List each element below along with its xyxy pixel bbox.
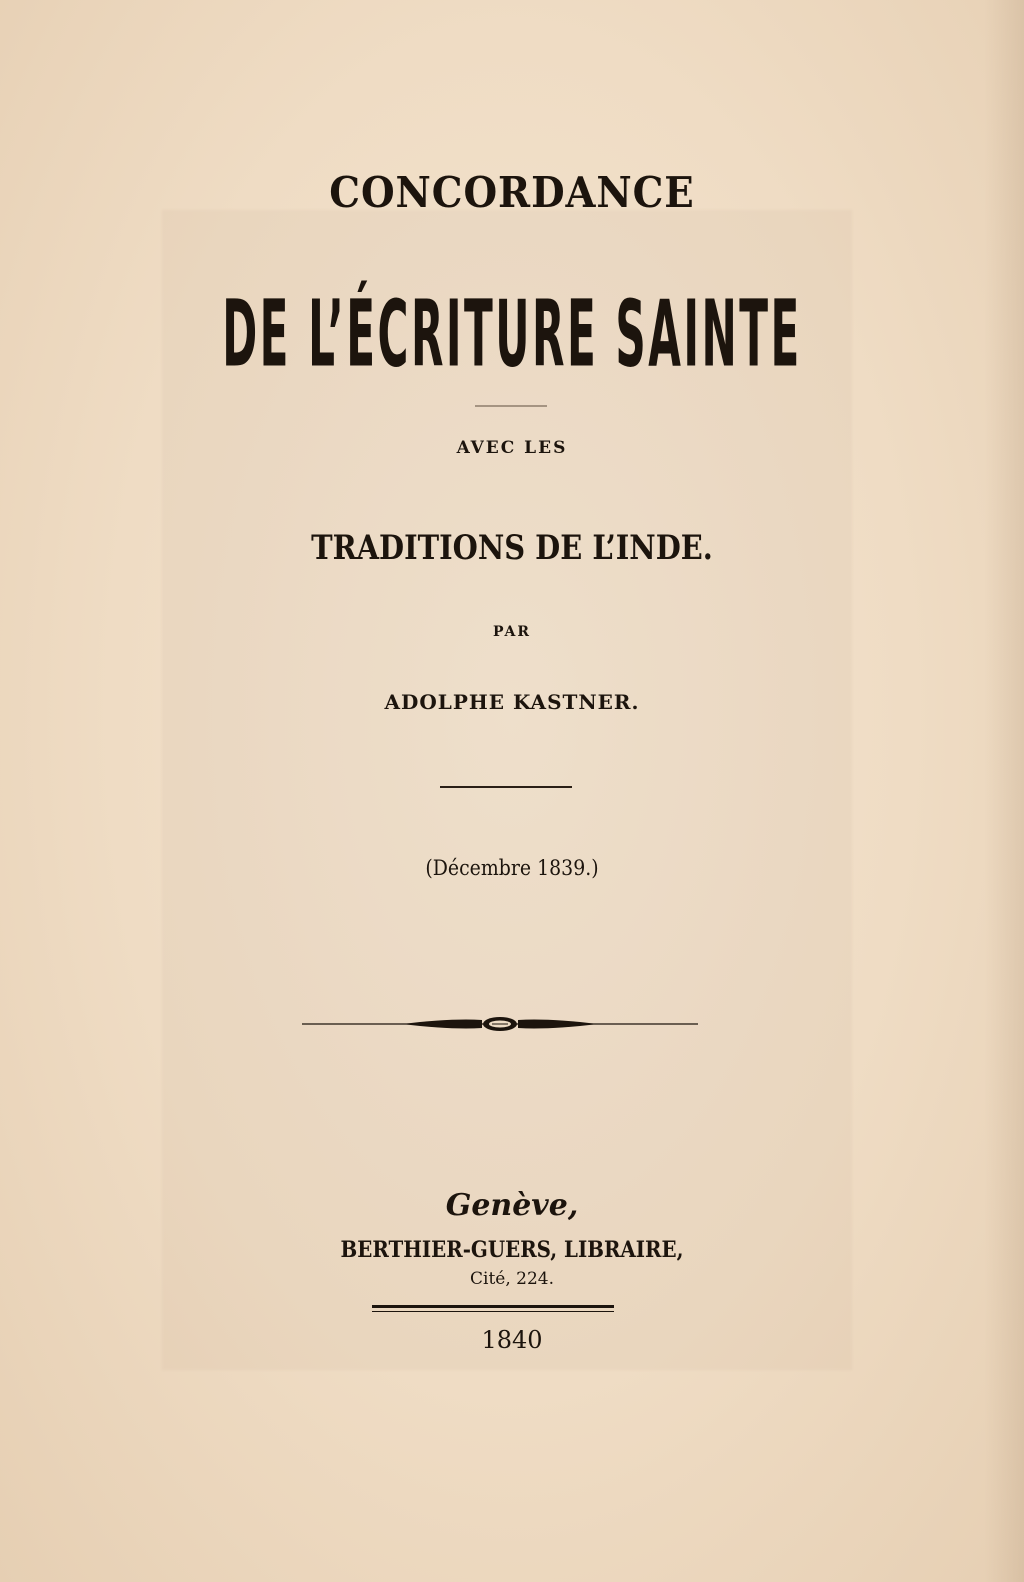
subtitle: TRADITIONS DE L’INDE. <box>311 528 713 568</box>
imprint-address: Cité, 224. <box>470 1269 554 1289</box>
ornament-divider <box>302 1012 698 1036</box>
title-line-1: CONCORDANCE <box>329 168 695 217</box>
author-rule <box>440 786 572 788</box>
imprint-year: 1840 <box>481 1326 543 1354</box>
with-line: AVEC LES <box>456 438 568 458</box>
imprint-city: Genève, <box>445 1188 579 1223</box>
title-line-2: DE L’ÉCRITURE SAINTE <box>222 282 802 389</box>
date-line: (Décembre 1839.) <box>425 856 599 880</box>
imprint-publisher: BERTHIER-GUERS, LIBRAIRE, <box>340 1237 684 1263</box>
short-rule <box>475 405 547 407</box>
by-line: PAR <box>492 624 531 640</box>
author-name: ADOLPHE KASTNER. <box>384 690 640 714</box>
double-rule <box>372 1305 614 1312</box>
